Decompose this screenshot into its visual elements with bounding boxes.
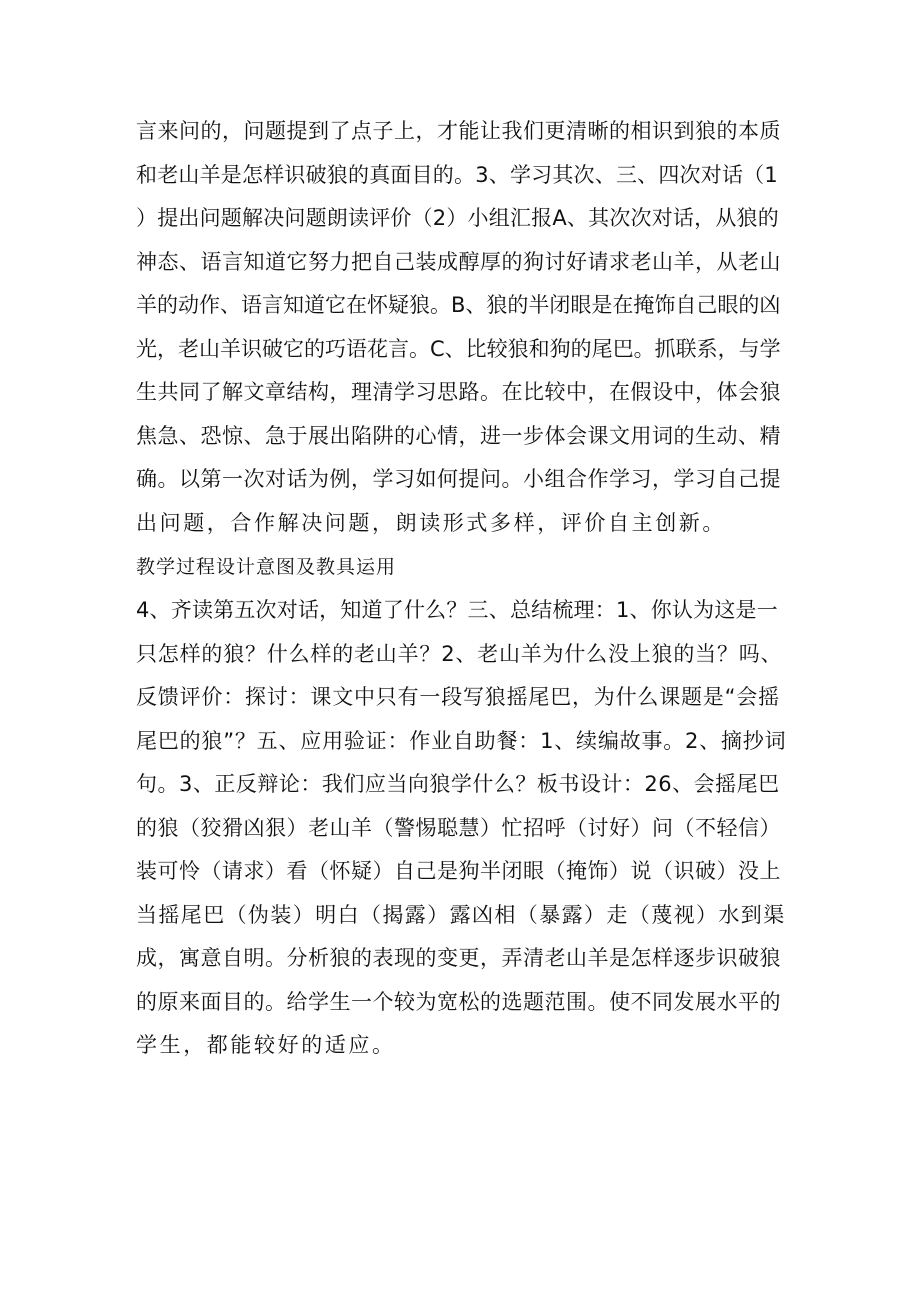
text-line: 言来问的，问题提到了点子上，才能让我们更清晰的相识到狼的本质 [136, 119, 781, 143]
text-line: 的原来面目的。给学生一个较为宽松的选题范围。使不同发展水平的 [136, 990, 781, 1014]
text-line: 只怎样的狼？什么样的老山羊？2、老山羊为什么没上狼的当？吗、 [136, 642, 783, 666]
text-line: 确。以第一次对话为例，学习如何提问。小组合作学习，学习自己提 [136, 467, 781, 491]
text-line: 4、齐读第五次对话，知道了什么？三、总结梳理：1、你认为这是一 [136, 598, 778, 622]
text-line: 成，寓意自明。分析狼的表现的变更，弄清老山羊是怎样逐步识破狼 [136, 946, 781, 970]
text-line: 当摇尾巴（伪装）明白（揭露）露凶相（暴露）走（蔑视）水到渠 [136, 903, 786, 927]
text-line: 尾巴的狼”？五、应用验证：作业自助餐：1、续编故事。2、摘抄词 [136, 729, 787, 753]
section-heading: 教学过程设计意图及教具运用 [136, 556, 397, 578]
text-line: 生共同了解文章结构，理清学习思路。在比较中，在假设中，体会狼 [136, 380, 781, 404]
text-line: 焦急、恐惊、急于展出陷阱的心情，进一步体会课文用词的生动、精 [136, 424, 781, 448]
text-line: 装可怜（请求）看（怀疑）自己是狗半闭眼（掩饰）说（识破）没上 [136, 859, 781, 883]
text-line: 神态、语言知道它努力把自己装成醇厚的狗讨好请求老山羊，从老山 [136, 250, 781, 274]
text-line: 羊的动作、语言知道它在怀疑狼。B、狼的半闭眼是在掩饰自己眼的凶 [136, 293, 781, 317]
text-line: 的狼（狡猾凶狠）老山羊（警惕聪慧）忙招呼（讨好）问（不轻信） [136, 816, 781, 840]
text-line: 和老山羊是怎样识破狼的真面目的。3、学习其次、三、四次对话（1 [136, 163, 778, 187]
text-line: 出问题，合作解决问题，朗读形式多样，评价自主创新。 [136, 511, 726, 535]
text-line: 反馈评价：探讨：课文中只有一段写狼摇尾巴，为什么课题是“会摇 [136, 685, 780, 709]
text-line: 学生，都能较好的适应。 [136, 1033, 396, 1057]
text-line: 光，老山羊识破它的巧语花言。C、比较狼和狗的尾巴。抓联系，与学 [136, 337, 781, 361]
text-line: 句。3、正反辩论：我们应当向狼学什么？板书设计：26、会摇尾巴 [136, 772, 780, 796]
text-line: ）提出问题解决问题朗读评价（2）小组汇报A、其次次对话，从狼的 [136, 206, 779, 230]
